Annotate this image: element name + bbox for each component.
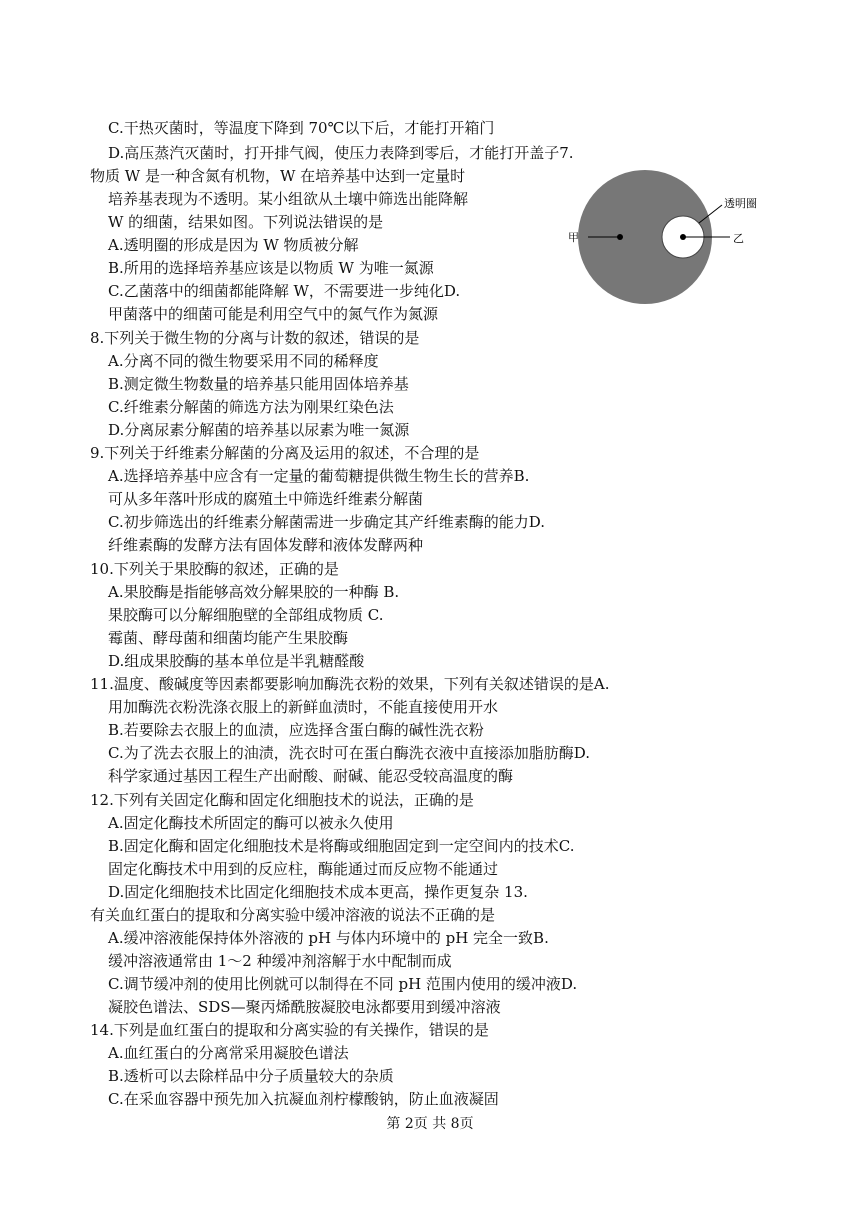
text-line: 9.下列关于纤维素分解菌的分离及运用的叙述，不合理的是 [90,444,480,462]
label-transparent-circle: 透明圈 [724,197,757,210]
text-line: D.固定化细胞技术比固定化细胞技术成本更高，操作更复杂 13. [108,883,528,901]
text-line: C.调节缓冲剂的使用比例就可以制得在不同 pH 范围内使用的缓冲液D. [108,975,578,993]
text-line: 霉菌、酵母菌和细菌均能产生果胶酶 [108,629,349,647]
text-line: C.干热灭菌时，等温度下降到 70℃以下后，才能打开箱门 [108,119,495,137]
text-line: 培养基表现为不透明。某小组欲从土壤中筛选出能降解 [108,190,469,208]
text-line: 凝胶色谱法、SDS—聚丙烯酰胺凝胶电泳都要用到缓冲溶液 [108,998,501,1016]
text-line: 果胶酶可以分解细胞壁的全部组成物质 C. [108,606,384,624]
text-line: B.透析可以去除样品中分子质量较大的杂质 [108,1067,394,1085]
text-line: 14.下列是血红蛋白的提取和分离实验的有关操作，错误的是 [90,1021,489,1039]
text-line: 科学家通过基因工程生产出耐酸、耐碱、能忍受较高温度的酶 [108,767,514,785]
text-line: B.固定化酶和固定化细胞技术是将酶或细胞固定到一定空间内的技术C. [108,837,575,855]
text-line: 12.下列有关固定化酶和固定化细胞技术的说法，正确的是 [90,791,474,809]
culture-plate-figure [560,165,770,315]
page-footer: 第 2页 共 8页 [386,1116,474,1132]
text-line: C.为了洗去衣服上的油渍，洗衣时可在蛋白酶洗衣液中直接添加脂肪酶D. [108,744,590,762]
text-line: C.乙菌落中的细菌都能降解 W，不需要进一步纯化D. [108,282,461,300]
text-line: C.纤维素分解菌的筛选方法为刚果红染色法 [108,398,394,416]
text-line: A.选择培养基中应含有一定量的葡萄糖提供微生物生长的营养B. [108,467,530,485]
text-line: A.固定化酶技术所固定的酶可以被永久使用 [108,814,394,832]
text-line: D.组成果胶酶的基本单位是半乳糖醛酸 [108,652,365,670]
text-line: 10.下列关于果胶酶的叙述，正确的是 [90,560,339,578]
text-line: 可从多年落叶形成的腐殖土中筛选纤维素分解菌 [108,490,424,508]
text-line: W 的细菌，结果如图。下列说法错误的是 [108,213,384,231]
text-line: B.测定微生物数量的培养基只能用固体培养基 [108,375,409,393]
text-line: D.分离尿素分解菌的培养基以尿素为唯一氮源 [108,421,410,439]
text-line: C.初步筛选出的纤维素分解菌需进一步确定其产纤维素酶的能力D. [108,513,545,531]
text-line: A.透明圈的形成是因为 W 物质被分解 [108,236,359,254]
text-line: A.分离不同的微生物要采用不同的稀释度 [108,352,379,370]
text-line: 有关血红蛋白的提取和分离实验中缓冲溶液的说法不正确的是 [90,906,496,924]
text-line: 固定化酶技术中用到的反应柱，酶能通过而反应物不能通过 [108,860,499,878]
text-line: 8.下列关于微生物的分离与计数的叙述，错误的是 [90,329,420,347]
label-yi: 乙 [733,232,744,245]
text-line: A.缓冲溶液能保持体外溶液的 pH 与体内环境中的 pH 完全一致B. [108,929,549,947]
text-line: 用加酶洗衣粉洗涤衣服上的新鲜血渍时，不能直接使用开水 [108,698,499,716]
text-line: 纤维素酶的发酵方法有固体发酵和液体发酵两种 [108,536,424,554]
text-line: 11.温度、酸碱度等因素都要影响加酶洗衣粉的效果，下列有关叙述错误的是A. [90,675,610,693]
text-line: C.在采血容器中预先加入抗凝血剂柠檬酸钠，防止血液凝固 [108,1090,499,1108]
text-line: B.所用的选择培养基应该是以物质 W 为唯一氮源 [108,259,434,277]
text-line: B.若要除去衣服上的血渍，应选择含蛋白酶的碱性洗衣粉 [108,721,484,739]
label-jia: 甲 [568,231,579,244]
text-line: 缓冲溶液通常由 1～2 种缓冲剂溶解于水中配制而成 [108,952,452,970]
text-line: D.高压蒸汽灭菌时，打开排气阀，使压力表降到零后，才能打开盖子7. [108,144,574,162]
text-line: A.果胶酶是指能够高效分解果胶的一种酶 B. [108,583,400,601]
text-line: 物质 W 是一种含氮有机物，W 在培养基中达到一定量时 [90,167,466,185]
text-line: A.血红蛋白的分离常采用凝胶色谱法 [108,1044,349,1062]
text-line: 甲菌落中的细菌可能是利用空气中的氮气作为氮源 [108,305,439,323]
